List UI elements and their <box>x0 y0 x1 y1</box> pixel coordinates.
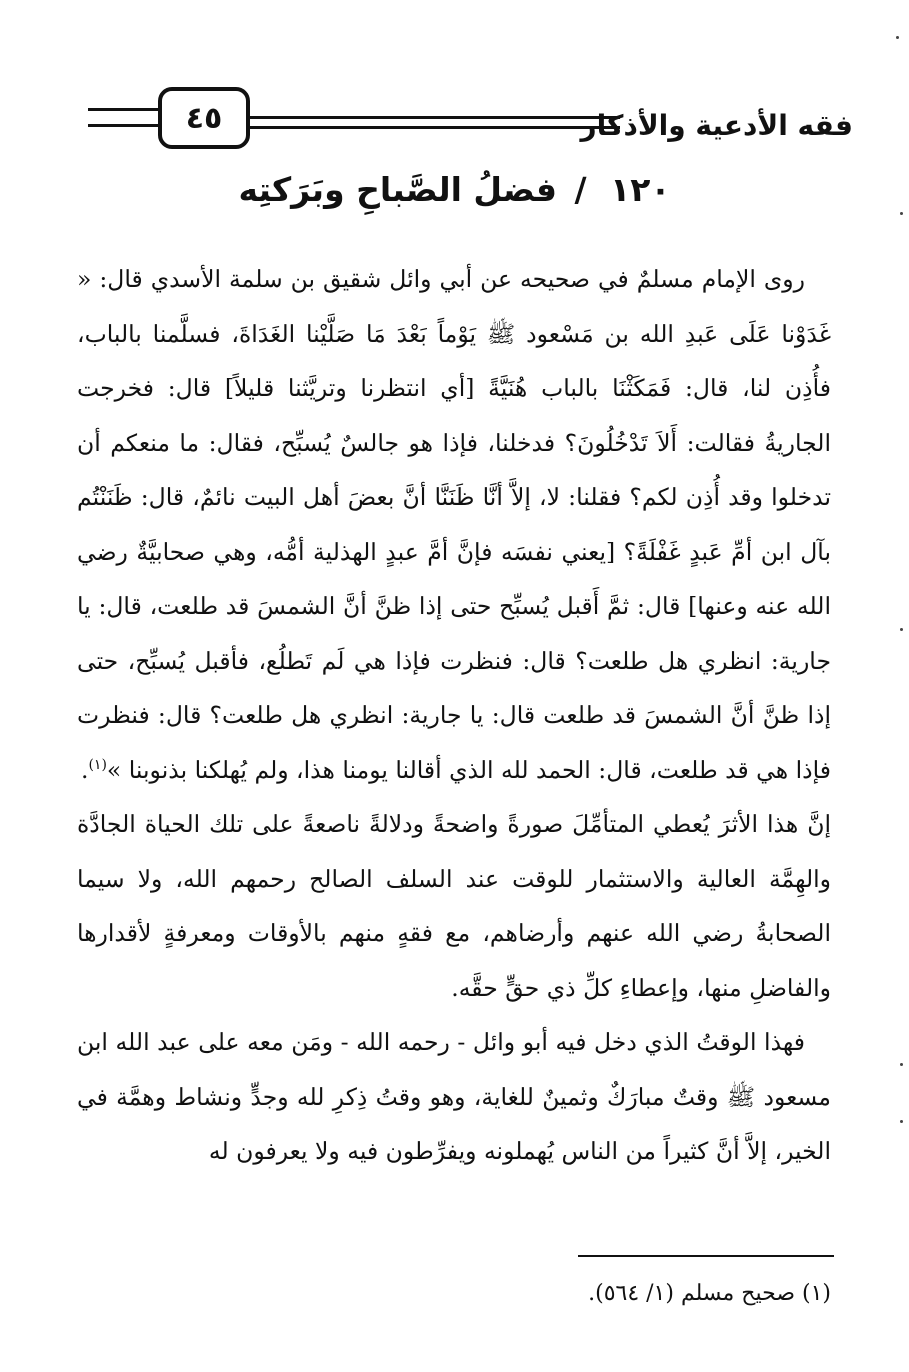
running-header-title: فقه الأدعية والأذكار <box>580 109 853 142</box>
header-rule-right-bottom <box>250 126 620 129</box>
scan-speck <box>896 36 899 39</box>
paragraph-text: فهذا الوقتُ الذي دخل فيه أبو وائل - رحمه الله - ومَن معه على عبد الله ابن مسعود ﷺ وقتٌ مبارَكٌ وثمينٌ للغاية، وهو وقتُ ذِكرِ لله وجدٍّ ونشاط وهمَّة في الخير، إلاَّ أنَّ كثيراً من الناس يُهملونه ويفرِّطون فيه ولا يعرفون له <box>77 1028 831 1165</box>
header-rule-right-top <box>250 116 620 119</box>
paragraph-text: إنَّ هذا الأثرَ يُعطي المتأمِّلَ صورةً واضحةً ودلالةً ناصعةً على تلك الحياة الجادَّة والهِمَّة العالية والاستثمار للوقت عند السلف الصالح رحمهم الله، ولا سيما الصحابةُ رضي الله عنهم وأرضاهم، مع فقهٍ منهم بالأوقات ومعرفةٍ لأقدارها والفاضلِ منها، وإعطاءِ كلِّ ذي حقٍّ حقَّه. <box>77 810 831 1002</box>
footnote-marker[interactable]: (١) <box>88 756 107 773</box>
scan-speck <box>900 1063 903 1066</box>
header-rule-left-bottom <box>88 124 158 127</box>
footnote-text: (١) صحيح مسلم (١/ ٥٦٤). <box>588 1281 831 1306</box>
page-number-box <box>158 87 250 149</box>
paragraph-text: روى الإمام مسلمٌ في صحيحه عن أبي وائل شقيق بن سلمة الأسدي قال: « غَدَوْنا عَلَى عَبدِ الله بن مَسْعود ﷺ يَوْماً بَعْدَ مَا صَلَّيْنا الغَدَاةَ، فسلَّمنا بالباب، فأُذِن لنا، قال: فَمَكَثْنَا بالباب هُنَيَّةً [أي انتظرنا وتريَّثنا قليلاً] قال: فخرجت الجاريةُ فقالت: أَلاَ تَدْخُلُونَ؟ فدخلنا، فإذا هو جالسٌ يُسبِّح، فقال: ما منعكم أن تدخلوا وقد أُذِن لكم؟ فقلنا: لا، إلاَّ أنَّا ظَنَنَّا أنَّ بعضَ أهل البيت نائمٌ، قال: ظَنَنْتُم بآل ابن أمِّ عَبدٍ غَفْلَةً؟ [يعني نفسَه فإنَّ أمَّ عبدٍ الهذلية أمُّه، وهي صحابيَّةٌ رضي الله عنه وعنها] قال: ثمَّ أَقبل يُسبِّح حتى إذا ظنَّ أنَّ الشمسَ قد طلعت، قال: يا جارية: انظري هل طلعت؟ قال: فنظرت فإذا هي لَم تَطلُع، فأقبل يُسبِّح، حتى إذا ظنَّ أنَّ الشمسَ قد طلعت قال: يا جارية: انظري هل طلعت؟ قال: فنظرت فإذا هي قد طلعت، قال: الحمد لله الذي أقالنا يومنا هذا، ولم يُهلكنا بذنوبنا » <box>77 265 831 784</box>
paragraph-hadith <box>77 252 831 797</box>
section-heading <box>0 166 909 214</box>
header-rule-left-top <box>88 108 158 111</box>
section-separator: / <box>574 170 587 209</box>
paragraph-end-mark: . <box>80 755 89 784</box>
scan-speck <box>900 212 903 215</box>
page-number: ٤٥ <box>185 100 223 136</box>
scan-speck <box>900 628 903 631</box>
scan-speck <box>900 1120 903 1123</box>
paragraph-commentary <box>77 797 831 1015</box>
paragraph-continuation <box>77 1015 831 1179</box>
body-text <box>77 252 831 1179</box>
footnote-divider <box>578 1255 834 1257</box>
section-number: ١٢٠ <box>610 170 671 209</box>
section-title: فضلُ الصَّباحِ وبَرَكتِه <box>238 170 558 209</box>
